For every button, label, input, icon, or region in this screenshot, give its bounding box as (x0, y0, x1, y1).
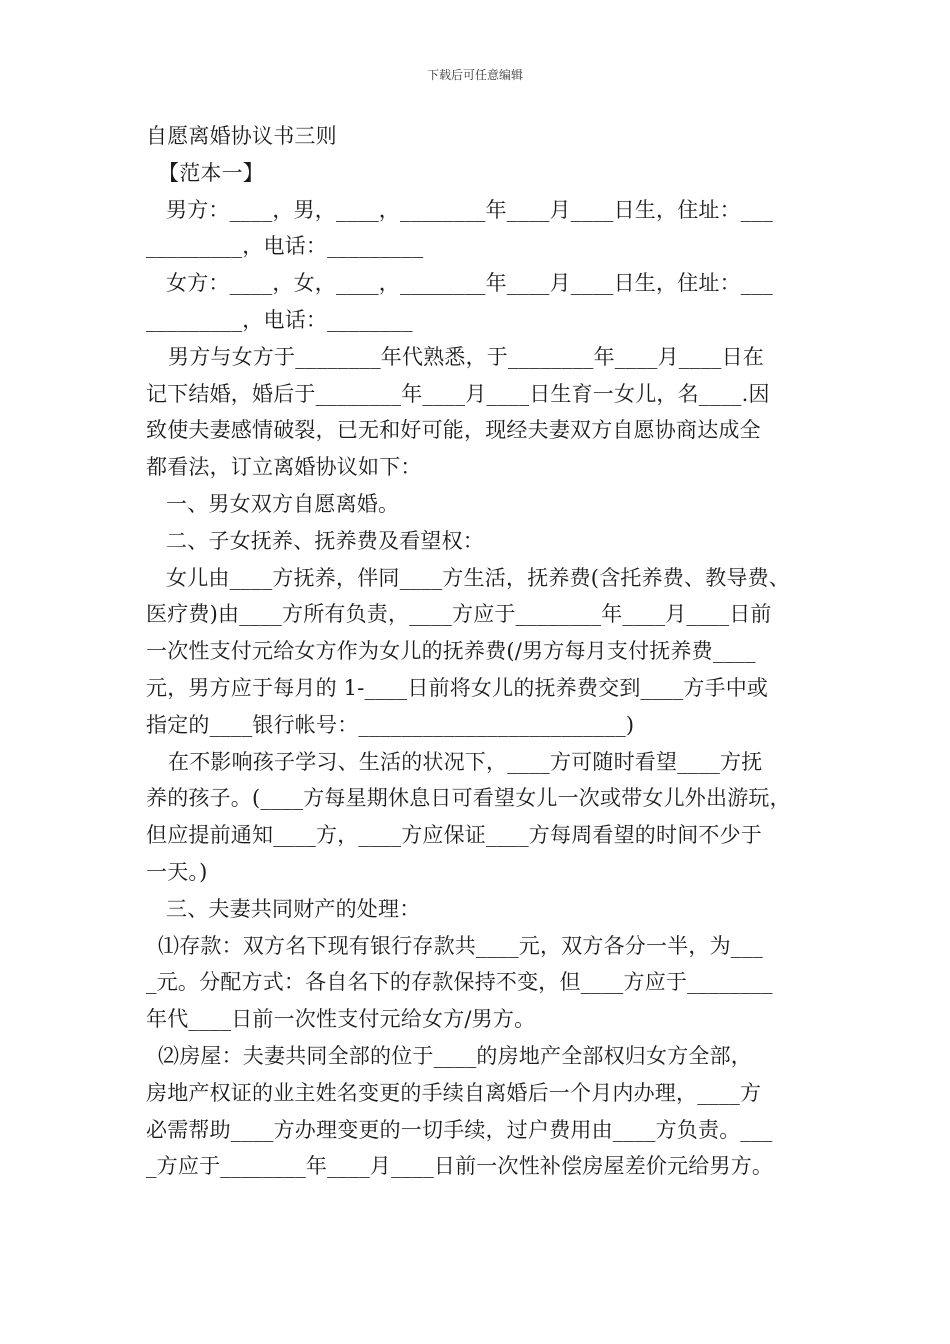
paragraph-line: _________，电话：_________ (146, 234, 424, 259)
paragraph-line: ⑴存款：双方名下现有银行存款共____元，双方各分一半，为___ (158, 933, 763, 958)
paragraph-line: 一次性支付元给女方作为女儿的抚养费(/男方每月支付抚养费____ (146, 639, 756, 664)
paragraph-line: 房地产权证的业主姓名变更的手续自离婚后一个月内办理，____方 (146, 1080, 762, 1105)
paragraph-line: ⑵房屋：夫妻共同全部的位于____的房地产全部权归女方全部， (158, 1043, 752, 1068)
paragraph-line: 指定的____银行帐号：_________________________) (146, 712, 635, 737)
page-header-note: 下载后可任意编辑 (426, 68, 523, 82)
paragraph-line: 女方：____，女，____，________年____月____日生，住址：___ (166, 271, 773, 296)
section-heading: 【范本一】 (158, 160, 264, 185)
paragraph-line: 男方：____，男，____，________年____月____日生，住址：___ (166, 197, 773, 222)
paragraph-line: 致使夫妻感情破裂，已无和好可能，现经夫妻双方自愿协商达成全 (146, 418, 761, 443)
paragraph-line: 都看法，订立离婚协议如下： (146, 455, 422, 480)
paragraph-line: 三、夫妻共同财产的处理： (166, 896, 421, 921)
paragraph-line: 记下结婚，婚后于________年____月____日生育一女儿，名____.因 (146, 381, 770, 406)
paragraph-line: 医疗费)由____方所有负责，____方应于________年____月____日前 (146, 602, 772, 627)
paragraph-line: 必需帮助____方办理变更的一切手续，过户费用由____方负责。___ (146, 1117, 773, 1142)
paragraph-line: 女儿由____方抚养，伴同____方生活，抚养费(含托养费、教导费、 (166, 565, 790, 590)
paragraph-line: 一天。) (146, 859, 208, 884)
paragraph-line: 养的孩子。(____方每星期休息日可看望女儿一次或带女儿外出游玩， (146, 786, 791, 811)
paragraph-line: _________，电话：________ (146, 307, 413, 332)
paragraph-line: 但应提前通知____方，____方应保证____方每周看望的时间不少于 (146, 823, 762, 848)
paragraph-line: 男方与女方于________年代熟悉，于________年____月____日在 (168, 344, 764, 369)
paragraph-line: 元，男方应于每月的 1-____日前将女儿的抚养费交到____方手中或 (146, 675, 769, 700)
paragraph-line: 二、子女抚养、抚养费及看望权： (166, 528, 484, 553)
paragraph-line: 年代____日前一次性支付元给女方/男方。 (146, 1007, 536, 1032)
paragraph-line: 一、男女双方自愿离婚。 (166, 491, 400, 516)
paragraph-line: _方应于________年____月____日前一次性补偿房屋差价元给男方。 (146, 1154, 774, 1179)
document-title: 自愿离婚协议书三则 (146, 124, 337, 148)
document-body (146, 118, 810, 1185)
paragraph-line: 在不影响孩子学习、生活的状况下，____方可随时看望____方抚 (168, 749, 763, 774)
paragraph-line: _元。分配方式：各自名下的存款保持不变，但____方应于________ (146, 970, 773, 995)
